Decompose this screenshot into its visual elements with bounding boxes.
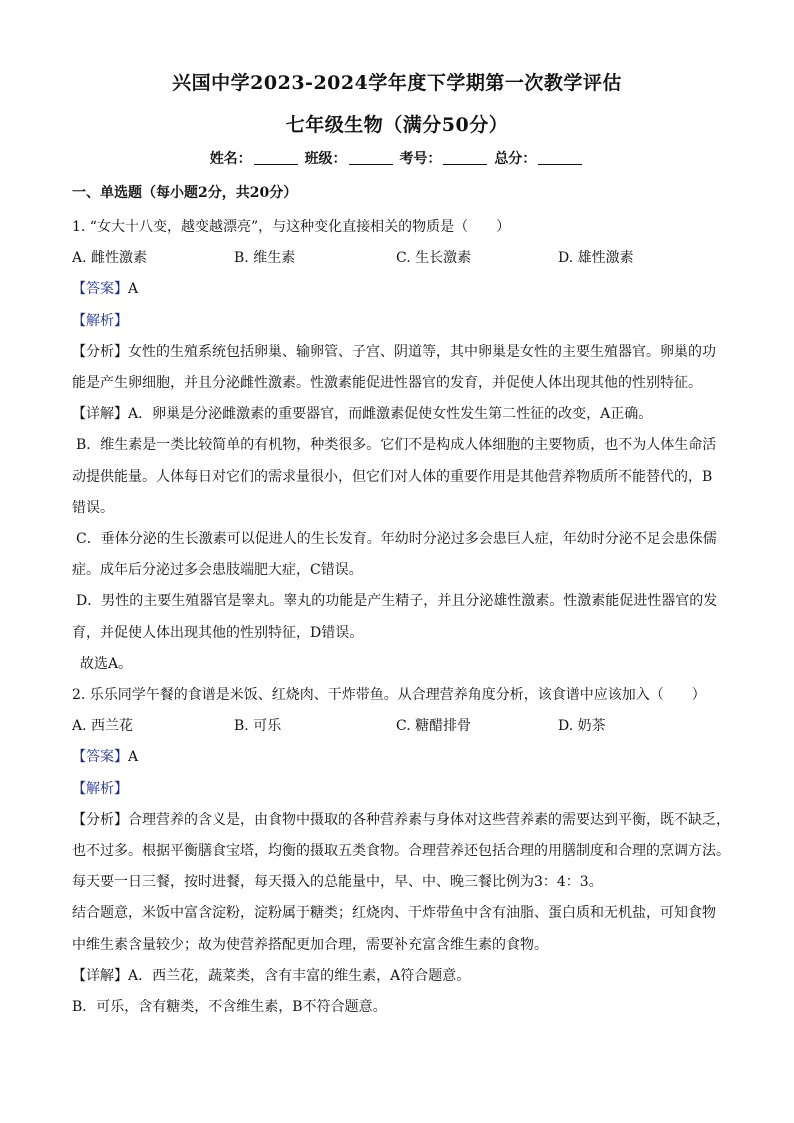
q2-options: [72, 711, 730, 742]
q2-answer: [72, 742, 730, 773]
total-score-blank: [538, 150, 582, 165]
q2-option-c: C. 糖醋排骨: [396, 718, 472, 735]
q1-option-d: D. 雄性激素: [558, 250, 634, 267]
q2-analysis-tag: 【解析】: [72, 780, 128, 797]
q1-answer: [72, 274, 730, 305]
exam-number-blank: [443, 150, 487, 165]
q2-fenxi-2: 也不过多。根据平衡膳食宝塔，均衡的摄取五类食物。合理营养还包括合理的用膳制度和合理的烹调方法。: [72, 843, 730, 860]
q1-xiangjie-a: [72, 399, 730, 430]
xiangjie-tag: 【详解】: [72, 967, 128, 984]
name-label: 姓名：: [209, 151, 252, 167]
q2-fenxi-4: 结合题意，米饭中富含淀粉，淀粉属于糖类；红烧肉、干炸带鱼中含有油脂、蛋白质和无机盐，可知食物: [72, 905, 716, 922]
q1-xiangjie-a-text: A．卵巢是分泌雌激素的重要器官，而雌激素促使女性发生第二性征的改变，A正确。: [128, 406, 653, 423]
q1-option-b: B. 维生素: [234, 250, 296, 267]
exam-number-label: 考号：: [399, 151, 442, 167]
q2-fenxi-1: [72, 805, 730, 836]
q1-conclusion: 故选A。: [80, 655, 133, 672]
q1-stem: 1. “女大十八变，越变越漂亮”，与这种变化直接相关的物质是（ ）: [72, 219, 511, 235]
q2-xiangjie-a-text: A．西兰花，蔬菜类，含有丰富的维生素，A符合题意。: [128, 967, 471, 984]
total-score-label: 总分：: [494, 151, 537, 167]
q1-option-d-explain-1: D．男性的主要生殖器官是睾丸。睾丸的功能是产生精子，并且分泌雄性激素。性激素能促进性器官的发: [76, 593, 718, 610]
q1-fenxi-text-1: 女性的生殖系统包括卵巢、输卵管、子宫、阴道等，其中卵巢是女性的主要生殖器官。卵巢的功: [128, 343, 716, 360]
fenxi-tag: 【分析】: [72, 811, 128, 828]
answer-tag: 【答案】: [72, 281, 128, 298]
q1-option-c: C. 生长激素: [396, 250, 472, 267]
exam-title: 兴国中学2023-2024学年度下学期第一次教学评估: [172, 72, 622, 94]
class-blank: [349, 150, 393, 165]
q2-option-b-explain: B．可乐，含有糖类，不含维生素，B不符合题意。: [72, 999, 387, 1016]
q1-option-c-explain-2: 症。成年后分泌过多会患肢端肥大症，C错误。: [72, 562, 363, 579]
q2-stem: 2. 乐乐同学午餐的食谱是米饭、红烧肉、干炸带鱼。从合理营养角度分析，该食谱中应该加入（ ）: [72, 687, 706, 704]
q2-xiangjie-a: [72, 961, 730, 992]
class-label: 班级：: [304, 151, 347, 167]
q2-fenxi-text-1: 合理营养的含义是，由食物中摄取的各种营养素与身体对这些营养素的需要达到平衡，既不缺乏，: [128, 811, 730, 828]
exam-subtitle: 七年级生物（满分50分）: [285, 114, 509, 136]
xiangjie-tag: 【详解】: [72, 406, 128, 423]
answer-tag: 【答案】: [72, 749, 128, 766]
q2-fenxi-3: 每天要一日三餐，按时进餐，每天摄入的总能量中，早、中、晚三餐比例为3：4：3。: [72, 874, 603, 891]
question-body: [72, 212, 730, 1023]
fenxi-tag: 【分析】: [72, 343, 128, 360]
q1-options: [72, 243, 730, 274]
q1-option-b-explain-2: 动提供能量。人体每日对它们的需求量很小，但它们对人体的重要作用是其他营养物质所不能替代的，B: [72, 468, 713, 485]
q1-option-c-explain-1: C．垂体分泌的生长激素可以促进人的生长发育。年幼时分泌过多会患巨人症，年幼时分泌不足会患侏儒: [76, 531, 717, 548]
q1-option-b-explain-1: B．维生素是一类比较简单的有机物，种类很多。它们不是构成人体细胞的主要物质，也不为人体生命活: [76, 437, 717, 454]
q1-option-d-explain-2: 育，并促使人体出现其他的性别特征，D错误。: [72, 624, 364, 641]
student-info-line: [0, 148, 794, 168]
section-heading: 一、单选题（每小题2分，共20分）: [72, 185, 298, 201]
q2-fenxi-5: 中维生素含量较少；故为使营养搭配更加合理，需要补充富含维生素的食物。: [72, 936, 548, 953]
q2-option-b: B. 可乐: [234, 718, 282, 735]
q2-option-d: D. 奶茶: [558, 718, 606, 735]
q1-fenxi-1: [72, 337, 730, 368]
q1-answer-value: A: [128, 281, 139, 298]
q1-option-b-explain-3: 错误。: [72, 499, 114, 516]
q1-option-a: A. 雌性激素: [72, 250, 148, 267]
q2-answer-value: A: [128, 749, 139, 766]
q1-analysis-tag: 【解析】: [72, 312, 128, 329]
q1-fenxi-2: 能是产生卵细胞，并且分泌雌性激素。性激素能促进性器官的发育，并促使人体出现其他的性别特征。: [72, 375, 702, 392]
name-blank: [254, 150, 298, 165]
q2-option-a: A. 西兰花: [72, 718, 134, 735]
